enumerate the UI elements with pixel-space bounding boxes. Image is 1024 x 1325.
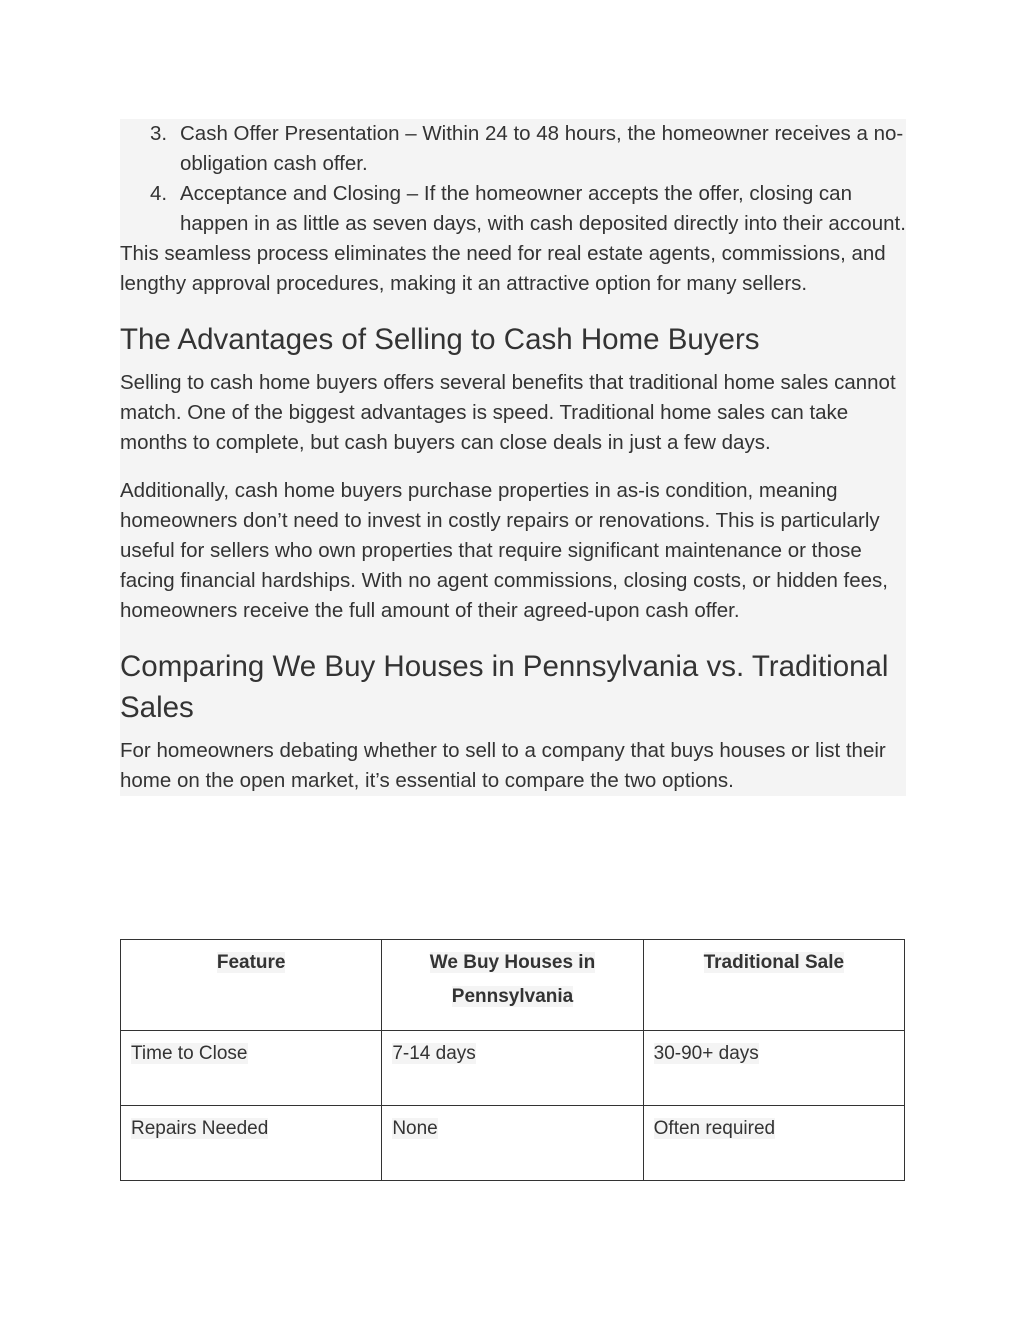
document-body <box>120 119 906 796</box>
table-header-cell: Traditional Sale <box>643 940 904 1031</box>
shaded-text-block <box>120 119 906 796</box>
list-item <box>150 179 906 239</box>
steps-list-wrapper <box>120 119 906 239</box>
table-header-cell: Feature <box>121 940 382 1031</box>
table-cell: Time to Close <box>121 1031 382 1106</box>
table-cell: Repairs Needed <box>121 1106 382 1181</box>
list-item-text: Cash Offer Presentation – Within 24 to 48 hours, the homeowner receives a no-obligation cash offer. <box>180 122 904 175</box>
list-item-text: Acceptance and Closing – If the homeowner accepts the offer, closing can happen in as little as seven days, with cash deposited directly into their account. <box>180 182 906 235</box>
list-item <box>150 119 906 179</box>
table-header-cell: We Buy Houses in Pennsylvania <box>382 940 643 1031</box>
steps-list <box>150 119 906 239</box>
table-cell: Often required <box>643 1106 904 1181</box>
list-item-number: 3. <box>150 122 168 145</box>
table-cell: None <box>382 1106 643 1181</box>
table-row <box>121 1031 905 1106</box>
advantages-paragraph-2: Additionally, cash home buyers purchase properties in as-is condition, meaning homeowners don’t need to invest in costly repairs or renovations. This is particularly useful for sellers who own properties that require significant maintenance or those facing financial hardships. With no agent commissions, closing costs, or hidden fees, homeowners receive the full amount of their agreed-upon cash offer. <box>120 479 888 622</box>
table-header-row <box>121 940 905 1031</box>
comparison-table <box>120 939 905 1181</box>
comparison-table-wrapper <box>120 939 905 1181</box>
comparing-paragraph: For homeowners debating whether to sell to a company that buys houses or list their home on the open market, it’s essential to compare the two options. <box>120 739 886 792</box>
comparing-heading: Comparing We Buy Houses in Pennsylvania vs. Traditional Sales <box>120 650 889 724</box>
table-cell: 30-90+ days <box>643 1031 904 1106</box>
process-paragraph: This seamless process eliminates the need for real estate agents, commissions, and lengthy approval procedures, making it an attractive option for many sellers. <box>120 242 886 295</box>
list-item-number: 4. <box>150 182 168 205</box>
advantages-heading: The Advantages of Selling to Cash Home Buyers <box>120 323 760 356</box>
table-cell: 7-14 days <box>382 1031 643 1106</box>
table-row <box>121 1106 905 1181</box>
advantages-paragraph-1: Selling to cash home buyers offers several benefits that traditional home sales cannot match. One of the biggest advantages is speed. Traditional home sales can take months to complete, but cash buyers can close deals in just a few days. <box>120 371 896 454</box>
